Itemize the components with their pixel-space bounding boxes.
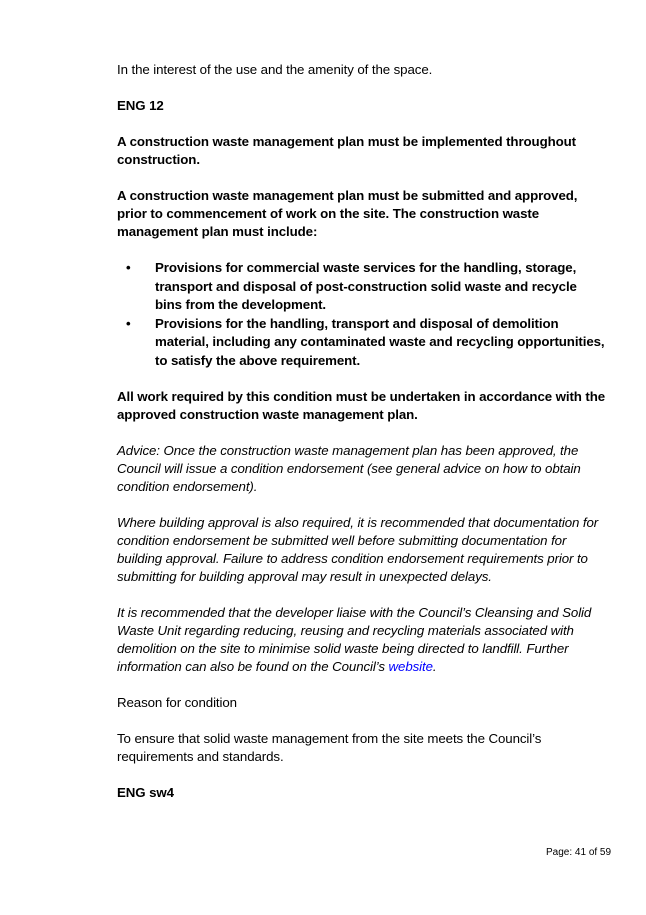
bullet-icon: • [126,260,131,275]
paragraph-work-accordance: All work required by this condition must be undertaken in accordance with the approved construction waste management plan. [117,389,606,422]
plan-requirements-list [117,259,607,370]
paragraph-implement-plan: A construction waste management plan must be implemented throughout construction. [117,134,576,167]
document-body [117,61,607,802]
bullet-icon: • [126,315,131,331]
advice-building-approval: Where building approval is also required, it is recommended that documentation for condition endorsement be submitted well before submitting documentation for building approval. Failure to address condition endorsement requirements prior to submitting for building approval may result in unexpected delays. [117,515,599,584]
intro-text: In the interest of the use and the amenity of the space. [117,62,433,77]
heading-eng-sw4: ENG sw4 [117,785,174,800]
advice-endorsement: Advice: Once the construction waste management plan has been approved, the Council will issue a condition endorsement (see general advice on how to obtain condition endorsement). [117,443,581,494]
reason-label: Reason for condition [117,695,237,710]
advice-waste-unit [117,604,607,676]
list-item [117,259,607,315]
reason-text: To ensure that solid waste management from the site meets the Council’s requirements and standards. [117,731,542,764]
heading-eng-12: ENG 12 [117,98,164,113]
paragraph-plan-submission: A construction waste management plan must be submitted and approved, prior to commencement of work on the site. The construction waste management plan must include: [117,188,578,239]
page-number: Page: 41 of 59 [546,847,612,858]
advice-waste-unit-end: . [432,659,437,674]
list-item-text: Provisions for commercial waste services for the handling, storage, transport and disposal of post-construction solid waste and recycle bins from the development. [155,260,577,312]
list-item-text: Provisions for the handling, transport and disposal of demolition material, including any contaminated waste and recycling opportunities, to satisfy the above requirement. [155,315,605,368]
advice-waste-unit-text: It is recommended that the developer liaise with the Council’s Cleansing and Solid Waste Unit regarding reducing, reusing and recycling materials associated with demolition on the site to minimise solid waste being directed to landfill. Further information can also be found on the Council’s [117,605,592,674]
list-item [117,315,607,371]
website-link[interactable]: website [388,659,433,674]
